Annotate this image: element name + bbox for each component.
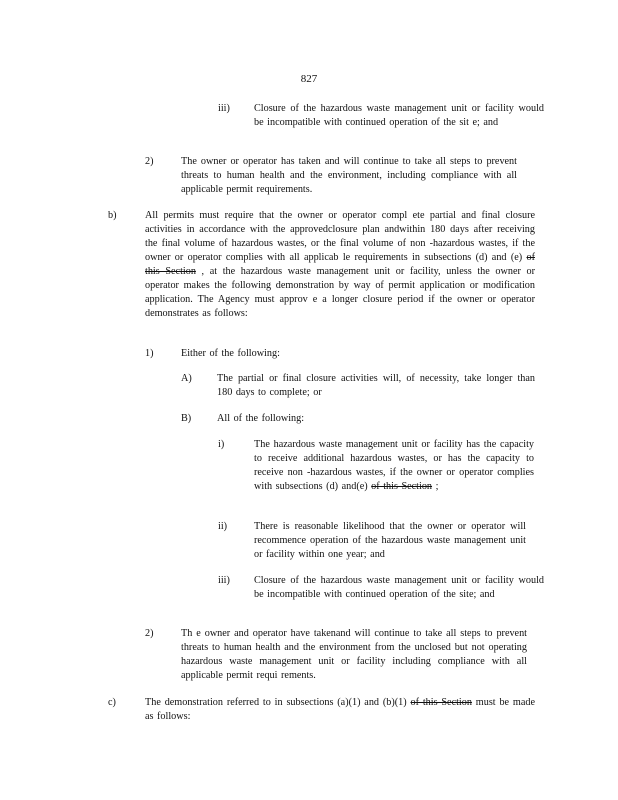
item-label-2-second: 2) — [145, 628, 154, 639]
item-label-iii: iii) — [218, 103, 230, 114]
subsection-text-c — [145, 696, 535, 724]
item-label-2: 2) — [145, 156, 154, 167]
item-text-ii — [254, 520, 526, 562]
item-label-B: B) — [181, 413, 192, 424]
text-run: There is reasonable likelihood that the owner or operator will recommence operation of the hazardous waste management unit or facility within one year; and — [254, 521, 526, 560]
text-run: Either of the following: — [181, 348, 280, 359]
text-run: must be made as follows: — [145, 697, 535, 722]
subsection-label-c: c) — [108, 697, 116, 708]
text-run: The partial or final closure activities will, of necessity, take longer than 180 days to complete; or — [217, 373, 535, 398]
subsection-label-b: b) — [108, 210, 117, 221]
item-label-i: i) — [218, 439, 225, 450]
struck-text: of this Section — [410, 697, 472, 708]
item-text-i — [254, 438, 534, 494]
item-label-A: A) — [181, 373, 192, 384]
text-run: The hazardous waste management unit or facility has the capacity to receive additional hazardous wastes, or has the capacity to receive non -hazardous wastes, if the owner or operator complies with subsections (d) and(e) — [254, 439, 534, 492]
text-run: Closure of the hazardous waste management unit or facility would be incompatible with continued operation of the site; and — [254, 575, 544, 600]
item-label-iii-2: iii) — [218, 575, 230, 586]
item-text-B — [217, 412, 517, 426]
item-text-2 — [181, 155, 517, 197]
item-text-iii — [254, 102, 544, 130]
subsection-text-b — [145, 209, 535, 321]
item-label-1: 1) — [145, 348, 154, 359]
text-run: Closure of the hazardous waste management unit or facility would be incompatible with continued operation of the sit e; and — [254, 103, 544, 128]
text-run: All permits must require that the owner or operator compl ete partial and final closure activities in accordance with the approvedclosure plan andwithin 180 days after receiving the final volume of hazardous wastes, or the final volume of non -hazardous wastes, if the owner or operator complies with all applicab le requirements in subsections (d) and (e) — [145, 210, 535, 263]
text-run: The demonstration referred to in subsections (a)(1) and (b)(1) — [145, 697, 411, 708]
struck-text: of this Section — [371, 481, 433, 492]
item-text-1 — [181, 347, 481, 361]
text-run: ; — [432, 481, 439, 492]
struck-text: of this Section — [145, 252, 535, 277]
text-run: The owner or operator has taken and will continue to take all steps to prevent threats to human health and the environment, including compliance with all applicable permit requirements. — [181, 156, 517, 195]
text-run: All of the following: — [217, 413, 305, 424]
text-run: , at the hazardous waste management unit or facility, unless the owner or operator makes the following demonstration by way of permit application or modification application. The Agency must approv e a longer closure period if the owner or operator demonstrates as follows: — [145, 266, 535, 319]
text-run: Th e owner and operator have takenand will continue to take all steps to prevent threats to human health and the environment from the unclosed but not operating hazardous waste management unit or facility including compliance with all applicable permit requi rements. — [181, 628, 527, 681]
item-text-2-second — [181, 627, 527, 683]
page-number: 827 — [300, 73, 318, 85]
item-label-ii: ii) — [218, 521, 228, 532]
item-text-iii-2 — [254, 574, 544, 602]
item-text-A — [217, 372, 535, 400]
